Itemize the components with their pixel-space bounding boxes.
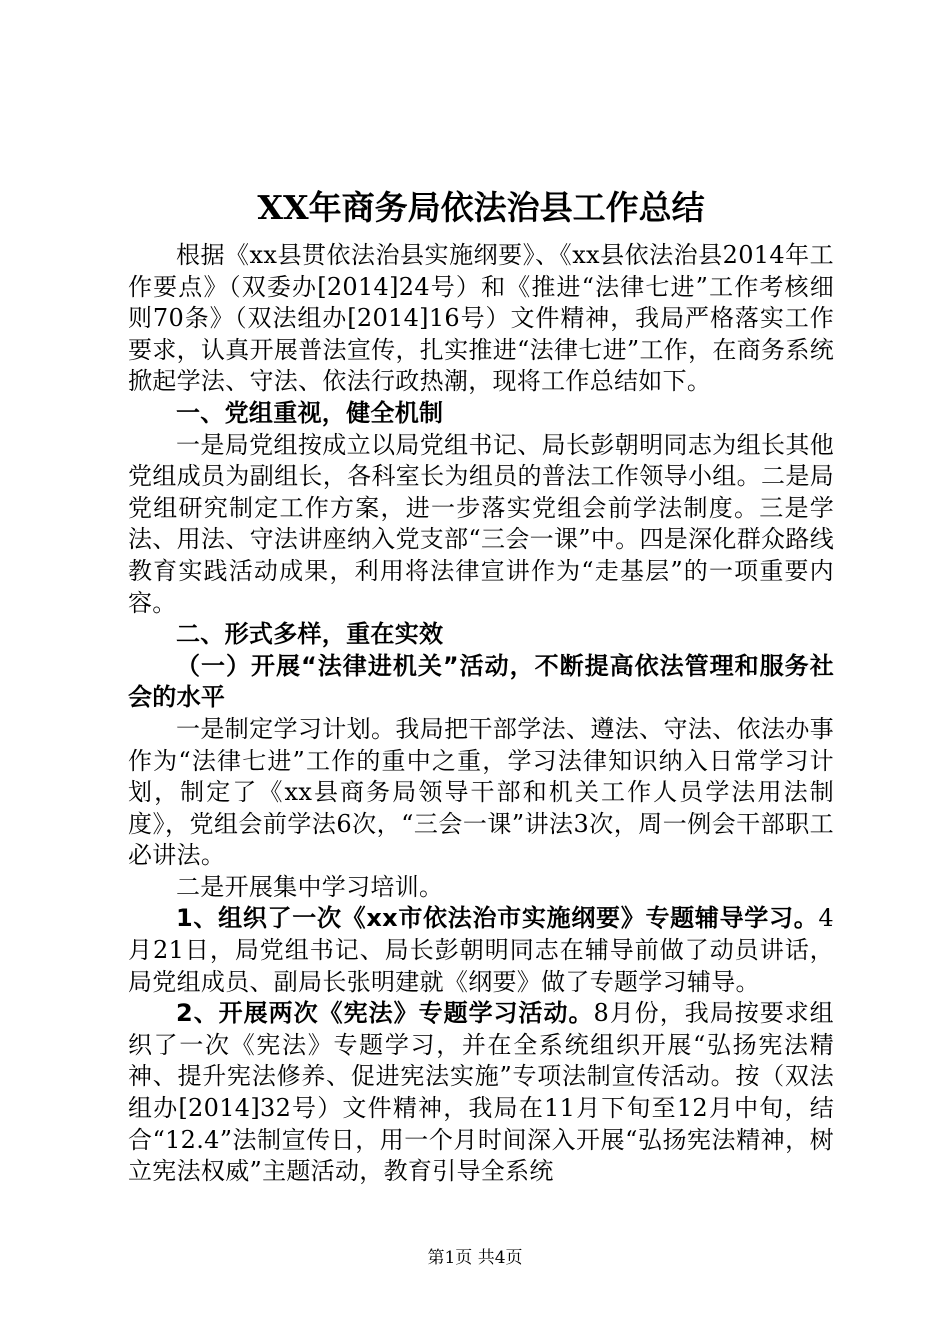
subsection-1-paragraph-2: 二是开展集中学习培训。 [176,872,444,901]
item-1-body: 4月21日，局党组书记、局长彭朝明同志在辅导前做了动员讲话，局党组成员、副局长张明建就《纲要》做了专题学习辅导。 [128,904,834,996]
page-footer: 第1页 共4页 [427,1248,523,1268]
item-2-paragraph [128,998,834,1188]
item-1-paragraph [128,903,834,998]
subsection-1-heading: （一）开展“法律进机关”活动，不断提高依法管理和服务社会的水平 [128,651,834,712]
section-1-body: 一是局党组按成立以局党组书记、局长彭朝明同志为组长其他党组成员为副组长，各科室长为组员的普法工作领导小组。二是局党组研究制定工作方案，进一步落实党组会前学法制度。三是学法、用法、守法讲座纳入党支部“三会一课”中。四是深化群众路线教育实践活动成果，利用将法律宣讲作为“走基层”的一项重要内容。 [128,430,834,617]
section-1-heading: 一、党组重视，健全机制 [176,398,444,427]
document-page [128,180,834,1188]
intro-paragraph: 根据《xx县贯依法治县实施纲要》、《xx县依法治县2014年工作要点》（双委办[2014]24号）和《推进“法律七进”工作考核细则70条》（双法组办[2014]16号）文件精神，我局严格落实工作要求，认真开展普法宣传，扎实推进“法律七进”工作，在商务系统掀起学法、守法、依法行政热潮，现将工作总结如下。 [128,241,834,396]
section-2-heading: 二、形式多样，重在实效 [176,620,444,649]
item-2-lead: 2、开展两次《宪法》专题学习活动。 [176,999,594,1028]
item-1-lead: 1、组织了一次《xx市依法治市实施纲要》专题辅导学习。 [176,904,819,933]
item-2-body: 8月份，我局按要求组织了一次《宪法》专题学习，并在全系统组织开展“弘扬宪法精神、提升宪法修养、促进宪法实施”专项法制宣传活动。按（双法组办[2014]32号）文件精神，我局在11月下旬至12月中旬，结合“12.4”法制宣传日，用一个月时间深入开展“弘扬宪法精神，树立宪法权威”主题活动，教育引导全系统 [128,999,834,1186]
subsection-1-paragraph-1: 一是制定学习计划。我局把干部学法、遵法、守法、依法办事作为“法律七进”工作的重中之重，学习法律知识纳入日常学习计划，制定了《xx县商务局领导干部和机关工作人员学法用法制度》，党组会前学法6次，“三会一课”讲法3次，周一例会干部职工必讲法。 [128,714,834,870]
document-title: XX年商务局依法治县工作总结 [257,188,705,227]
